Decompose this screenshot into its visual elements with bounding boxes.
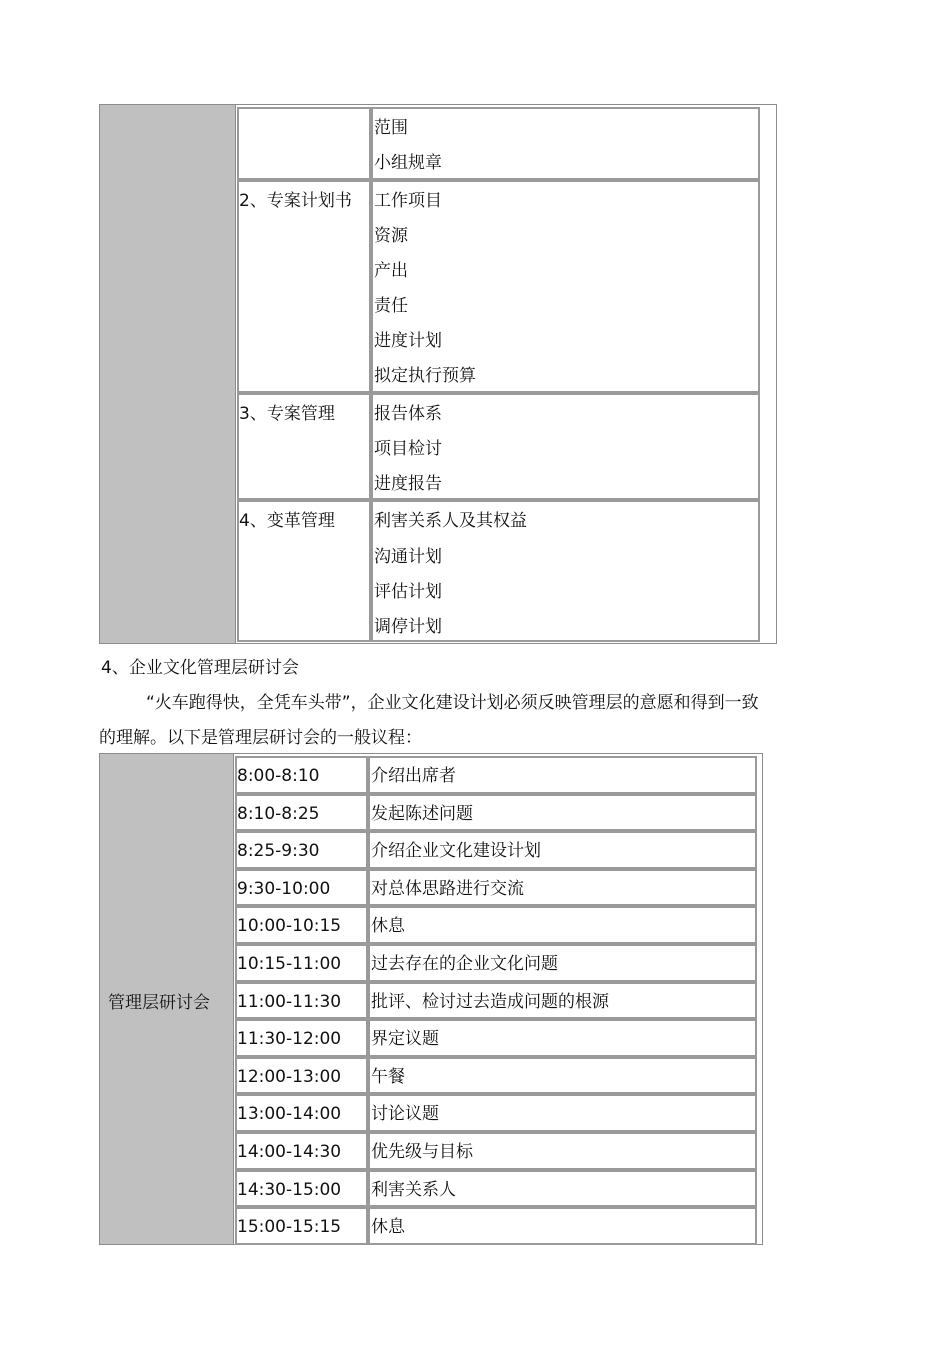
table-1-row-4-item-3: 评估计划: [374, 582, 442, 602]
table-2-item-cell: [368, 906, 757, 944]
table-2-time: 14:30-15:00: [237, 1180, 342, 1200]
table-1-row-2-item-3: 产出: [374, 261, 408, 281]
table-2-time: 10:15-11:00: [237, 954, 342, 974]
section-heading: 4、企业文化管理层研讨会: [101, 658, 299, 678]
table-2-item: 过去存在的企业文化问题: [371, 954, 558, 974]
table-2-item: 讨论议题: [371, 1104, 439, 1124]
table-2-item-cell: [368, 1207, 757, 1245]
table-1-row-4-item-4: 调停计划: [374, 617, 442, 637]
table-1-gray-column: [100, 105, 236, 643]
table-1-row-1-label-cell: [237, 107, 371, 180]
table-2-group-label: 管理层研讨会: [108, 993, 210, 1013]
table-1-row-2-item-6: 拟定执行预算: [374, 366, 476, 386]
table-1-row-4-item-1: 利害关系人及其权益: [374, 511, 527, 531]
table-2-time: 14:00-14:30: [237, 1142, 342, 1162]
table-2-item: 对总体思路进行交流: [371, 879, 524, 899]
table-2-time: 11:00-11:30: [237, 992, 342, 1012]
table-2-time: 9:30-10:00: [237, 879, 331, 899]
table-1-row-3-item-2: 项目检讨: [374, 439, 442, 459]
table-1-row-2-label: 2、专案计划书: [239, 191, 352, 211]
table-2-item-cell: [368, 1057, 757, 1094]
table-1-row-3-item-1: 报告体系: [374, 404, 442, 424]
table-2-time: 11:30-12:00: [237, 1029, 342, 1049]
table-1-row-2-item-2: 资源: [374, 226, 408, 246]
table-1-row-1-item-2: 小组规章: [374, 153, 442, 173]
table-2-item: 界定议题: [371, 1029, 439, 1049]
table-1-row-1-item-1: 范围: [374, 118, 408, 138]
table-1-row-2-items-cell: [371, 180, 760, 393]
table-2-time: 12:00-13:00: [237, 1067, 342, 1087]
section-paragraph-line-1: “火车跑得快，全凭车头带”，企业文化建设计划必须反映管理层的意愿和得到一致: [146, 693, 759, 713]
table-1-row-4-label: 4、变革管理: [239, 511, 335, 531]
table-1-row-4-item-2: 沟通计划: [374, 547, 442, 567]
table-2-time: 8:10-8:25: [237, 804, 320, 824]
table-2-time: 10:00-10:15: [237, 916, 342, 936]
table-1-row-2-item-4: 责任: [374, 296, 408, 316]
table-1-row-2-item-1: 工作项目: [374, 191, 442, 211]
table-1-row-2-item-5: 进度计划: [374, 331, 442, 351]
table-1-row-3-item-3: 进度报告: [374, 474, 442, 494]
table-2-item: 发起陈述问题: [371, 804, 473, 824]
table-2-item: 利害关系人: [371, 1180, 456, 1200]
table-2-item: 休息: [371, 916, 405, 936]
table-2-item: 介绍出席者: [371, 766, 456, 786]
table-1-row-3-label: 3、专案管理: [239, 404, 335, 424]
section-paragraph-line-2: 的理解。以下是管理层研讨会的一般议程：: [99, 728, 422, 748]
table-2-item: 批评、检讨过去造成问题的根源: [371, 992, 609, 1012]
table-2-item: 休息: [371, 1217, 405, 1237]
table-2-time: 8:00-8:10: [237, 766, 320, 786]
table-2-time: 8:25-9:30: [237, 841, 320, 861]
table-2-time: 13:00-14:00: [237, 1104, 342, 1124]
table-2-time: 15:00-15:15: [237, 1217, 342, 1237]
table-1-row-2-label-cell: [237, 180, 371, 393]
table-2-item: 午餐: [371, 1067, 405, 1087]
table-2-item: 介绍企业文化建设计划: [371, 841, 541, 861]
table-2-item: 优先级与目标: [371, 1142, 473, 1162]
